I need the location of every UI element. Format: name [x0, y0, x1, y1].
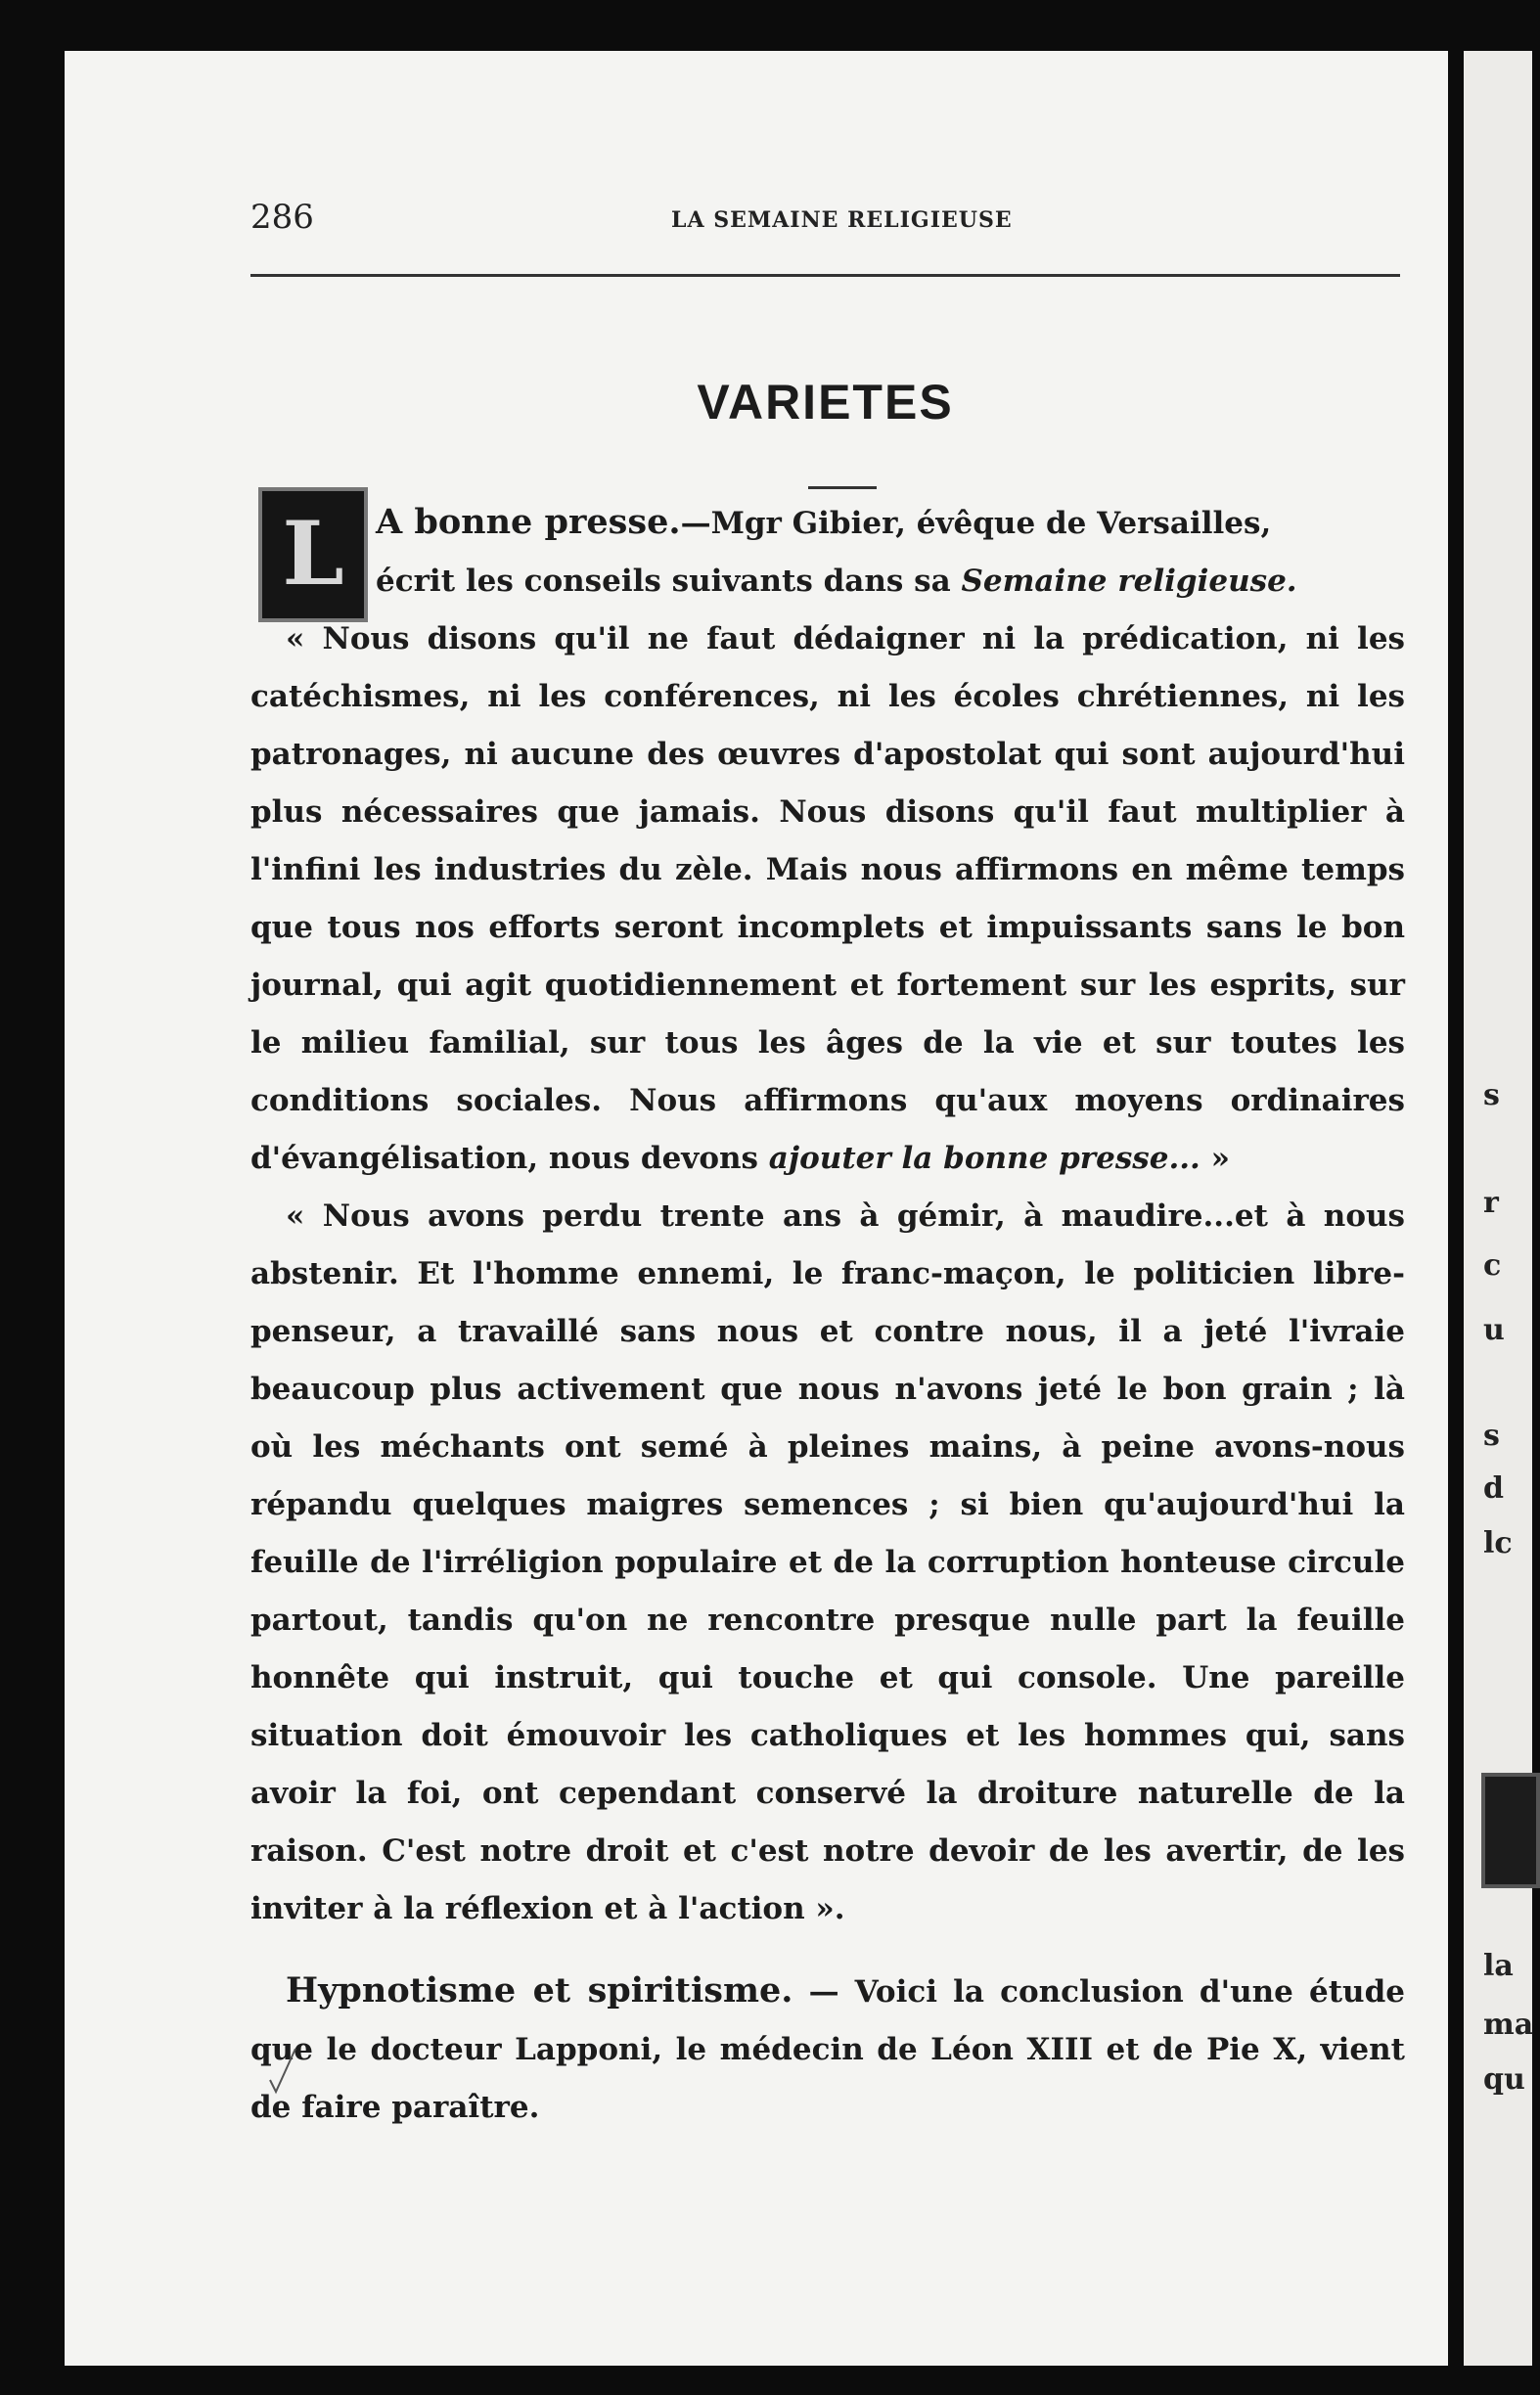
title-rule [808, 486, 877, 489]
quote-1-text: « Nous disons qu'il ne faut dédaigner ni la prédication, ni les catéchismes, ni les conférences, ni les écoles chrétiennes, ni les patronages, ni aucune des œuvres d'apostolat qui sont aujourd'hui plus nécessaires que jamais. Nous disons qu'il faut multiplier à l'infini les industries du zèle. Mais nous affirmons en même temps que tous nos efforts seront incomplets et impuissants sans le bon journal, qui agit quotidiennement et fortement sur les esprits, sur le milieu familial, sur tous les âges de la vie et sur toutes les conditions sociales. Nous affirmons qu'aux moyens ordinaires d'évangélisation, nous devons [250, 621, 1405, 1176]
pencil-check-mark [268, 2047, 297, 2096]
page-number: 286 [250, 198, 314, 237]
header-rule [250, 274, 1400, 277]
facing-fragment: s [1483, 1419, 1500, 1453]
quote-1-close: » [1200, 1141, 1230, 1176]
intro-line-2 [376, 553, 1405, 610]
article-2-text: — Voici la conclusion d'une étude que le docteur Lapponi, le médecin de Léon XIII et de Pie X, vient de faire paraître. [250, 1974, 1405, 2125]
intro-text-2: écrit les conseils suivants dans sa [376, 564, 951, 599]
intro-source: Semaine religieuse. [961, 564, 1297, 599]
facing-fragment: c [1483, 1248, 1502, 1283]
facing-fragment: ma [1483, 2008, 1534, 2042]
running-head [250, 198, 1405, 256]
article-2 [250, 1962, 1405, 2137]
facing-fragment: d [1483, 1471, 1504, 1506]
intro-line-1 [376, 493, 1405, 553]
quote-1-italic: ajouter la bonne presse... [768, 1141, 1200, 1176]
quote-paragraph-1 [250, 610, 1405, 1188]
facing-fragment: u [1483, 1313, 1505, 1347]
facing-fragment: la [1483, 1949, 1514, 1983]
section-title: VARIETES [697, 375, 954, 429]
article-body [250, 493, 1405, 2137]
facing-fragment: s [1483, 1078, 1500, 1112]
ornamental-drop-cap: L [258, 487, 368, 622]
journal-title: LA SEMAINE RELIGIEUSE [671, 207, 1013, 233]
facing-drop-cap-ornament [1481, 1773, 1540, 1888]
intro-text: —Mgr Gibier, évêque de Versailles, [680, 506, 1272, 541]
quote-paragraph-2: « Nous avons perdu trente ans à gémir, à maudire...et à nous abstenir. Et l'homme ennemi, le franc-maçon, le politicien libre-penseur, a travaillé sans nous et contre nous, il a jeté l'ivraie beaucoup plus activement que nous n'avons jeté le bon grain ; là où les méchants ont semé à pleines mains, à peine avons-nous répandu quelques maigres semences ; si bien qu'aujourd'hui la feuille de l'irréligion populaire et de la corruption honteuse circule partout, tandis qu'on ne rencontre presque nulle part la feuille honnête qui instruit, qui touche et qui console. Une pareille situation doit émouvoir les catholiques et les hommes qui, sans avoir la foi, ont cependant conservé la droiture naturelle de la raison. C'est notre droit et c'est notre devoir de les avertir, de les inviter à la réflexion et à l'action ». [250, 1198, 1405, 1926]
facing-fragment: r [1483, 1186, 1499, 1220]
facing-page-edge [1464, 51, 1532, 2366]
book-page [65, 51, 1448, 2366]
article-heading: A bonne presse. [376, 502, 681, 542]
article-intro [250, 493, 1405, 610]
facing-fragment: lc [1483, 1526, 1513, 1560]
facing-fragment: qu [1483, 2062, 1525, 2097]
article-2-heading: Hypnotisme et spiritisme. [286, 1970, 793, 2011]
